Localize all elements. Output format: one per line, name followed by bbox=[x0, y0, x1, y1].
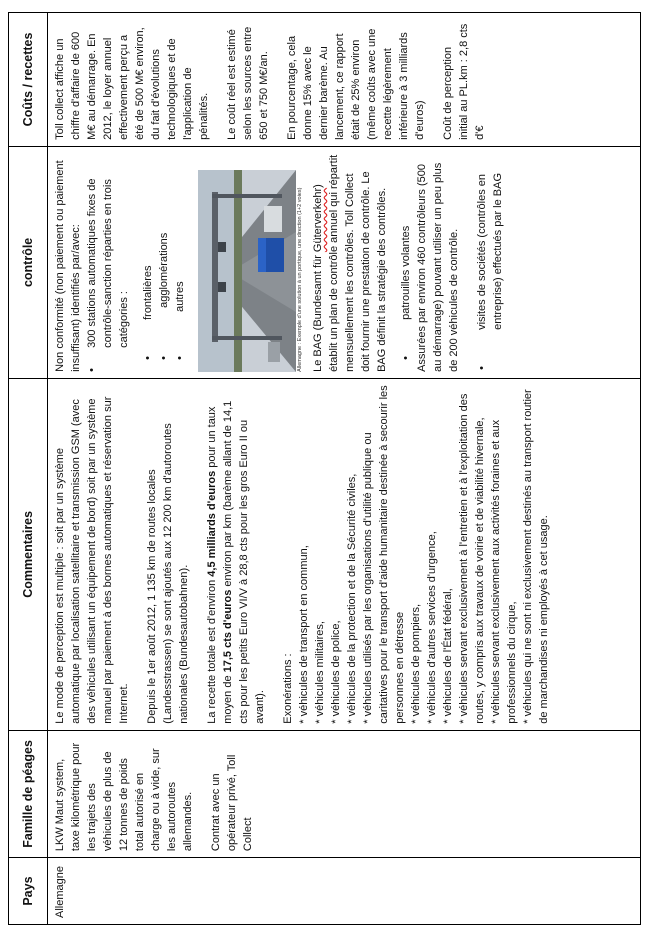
controle-intro: Non conformité (non paiement ou paiement insuffisant) identifiés par/avec: bbox=[54, 160, 82, 372]
list-item: • frontalières bbox=[142, 265, 154, 360]
controle-patrouilles: Assurées par environ 460 contrôleurs (500 au démarrage) pouvant utiliser un peu plus de 200 véhicules de contrôle. bbox=[416, 162, 460, 372]
couts-pourcentage: En pourcentage, cela donne 15% avec le dernier barème. Au lancement, ce rapport était de 25% environ (même coûts avec une recette légèrement inférieure à 3 milliards d'euros) bbox=[286, 28, 426, 140]
list-item: • visites de sociétés (contrôles en entreprise) effectués par le BAG bbox=[476, 172, 504, 370]
couts-chiffre-affaire: Toll collect affiche un chiffre d'affaire de 600 M€ au démarrage. En 2012, le loyer annuel effectivement perçu a été de 500 M€ environ, du fait d'évolutions technologiques et de l'application de pénalités. bbox=[54, 27, 210, 140]
list-item: * véhicules militaires, bbox=[314, 621, 326, 724]
couts-perception: Coût de perception initial au PL.km : 2,8 cts d'€ bbox=[442, 23, 486, 140]
cell-famille bbox=[48, 730, 641, 857]
header-row bbox=[9, 13, 48, 925]
list-item: * véhicules de police, bbox=[330, 620, 342, 724]
commentaire-routes: Depuis le 1er août 2012, 1 135 km de routes locales (Landesstrassen) se sont ajoutés aux 12 200 km d'autoroutes nationales (Bundesautobahnen). bbox=[146, 423, 190, 724]
list-item: * véhicules de pompiers, bbox=[410, 603, 422, 724]
list-item: * véhicules d'autres services d'urgence, bbox=[426, 531, 438, 724]
list-item: * véhicules de transport en commun, bbox=[298, 545, 310, 724]
toll-table bbox=[8, 12, 641, 925]
list-item: * véhicules de la protection et de la Sécurité civiles, bbox=[346, 473, 358, 724]
cell-couts bbox=[48, 13, 641, 147]
famille-contrat: Contrat avec un opérateur privé, Toll Collect bbox=[210, 754, 254, 852]
rotated-page bbox=[8, 12, 641, 925]
table-row bbox=[48, 13, 641, 925]
header-controle: contrôle bbox=[9, 146, 48, 378]
list-item: • agglomérations bbox=[158, 232, 170, 360]
list-item: • patrouilles volantes bbox=[400, 225, 412, 360]
list-item: * véhicules qui ne sont ni exclusivement destinés au transport routier de marchandises ni employés à cet usage. bbox=[522, 389, 550, 724]
exonerations-list bbox=[296, 385, 552, 724]
cell-pays: Allemagne bbox=[48, 858, 641, 925]
header-commentaires: Commentaires bbox=[9, 378, 48, 730]
list-item: * véhicules de l'État fédéral, bbox=[442, 588, 454, 724]
list-item: * véhicules servant exclusivement à l'entretien et à l'exploitation des routes, y compris aux travaux de voirie et de viabilité hivernale, bbox=[458, 393, 486, 724]
list-item: * véhicules utilisés par les organisations d'utilité publique ou caritatives pour le transport d'aide humanitaire destinée à secourir les personnes en détresse bbox=[362, 385, 406, 724]
header-pays: Pays bbox=[9, 858, 48, 925]
header-famille: Famille de péages bbox=[9, 730, 48, 857]
controle-bag: Le BAG (Bundesamt für Güterverkehr) établit un plan de contrôle annuel qui répartit mensuellement les contrôles. Toll Collect doit fournir une prestation de contrôle. Le BAG définit la stratégie des contrôles. bbox=[312, 154, 388, 372]
exonerations-title: Exonérations : bbox=[282, 653, 294, 724]
list-item: • 300 stations automatiques fixes de contrôle-sanction réparties en trois catégories : bbox=[86, 178, 130, 372]
cell-controle bbox=[48, 146, 641, 378]
list-item: * véhicules servant exclusivement aux activités foraines et aux professionnels du cirque, bbox=[490, 419, 518, 724]
header-couts: Coûts / recettes bbox=[9, 13, 48, 147]
commentaire-recette: La recette totale est d'environ 4,5 milliards d'euros pour un taux moyen de 17,5 cts d'euros environ par km (barème allant de 14,1 cts pour les petits Euro VI/V à 28,8 cts pour les gros Euro II ou avant). bbox=[206, 400, 266, 724]
gantry-image bbox=[198, 170, 296, 372]
toll-gantry-photo bbox=[198, 153, 304, 372]
photo-caption: Allemagne : Exemple d'une solution à un portique, une direction (1+2 voies) bbox=[297, 187, 303, 372]
commentaire-perception: Le mode de perception est multiple : soit par un système automatique par localisation satellitaire et transmission GSM (avec des véhicules utilisant un équipement de bord) soit par un système manuel par paiement à des bornes automatiques et réservation sur Internet. bbox=[54, 396, 130, 724]
famille-description: LKW Maut system, taxe kilométrique pour les trajets des véhicules de plus de 12 tonnes de poids total autorisé en charge ou à vide, sur les autoroutes allemandes. bbox=[54, 742, 194, 852]
cell-commentaires bbox=[48, 378, 641, 730]
list-item: • autres bbox=[174, 281, 186, 360]
couts-reel: Le coût réel est estimé selon les sources entre 650 et 750 M€/an. bbox=[226, 26, 270, 140]
